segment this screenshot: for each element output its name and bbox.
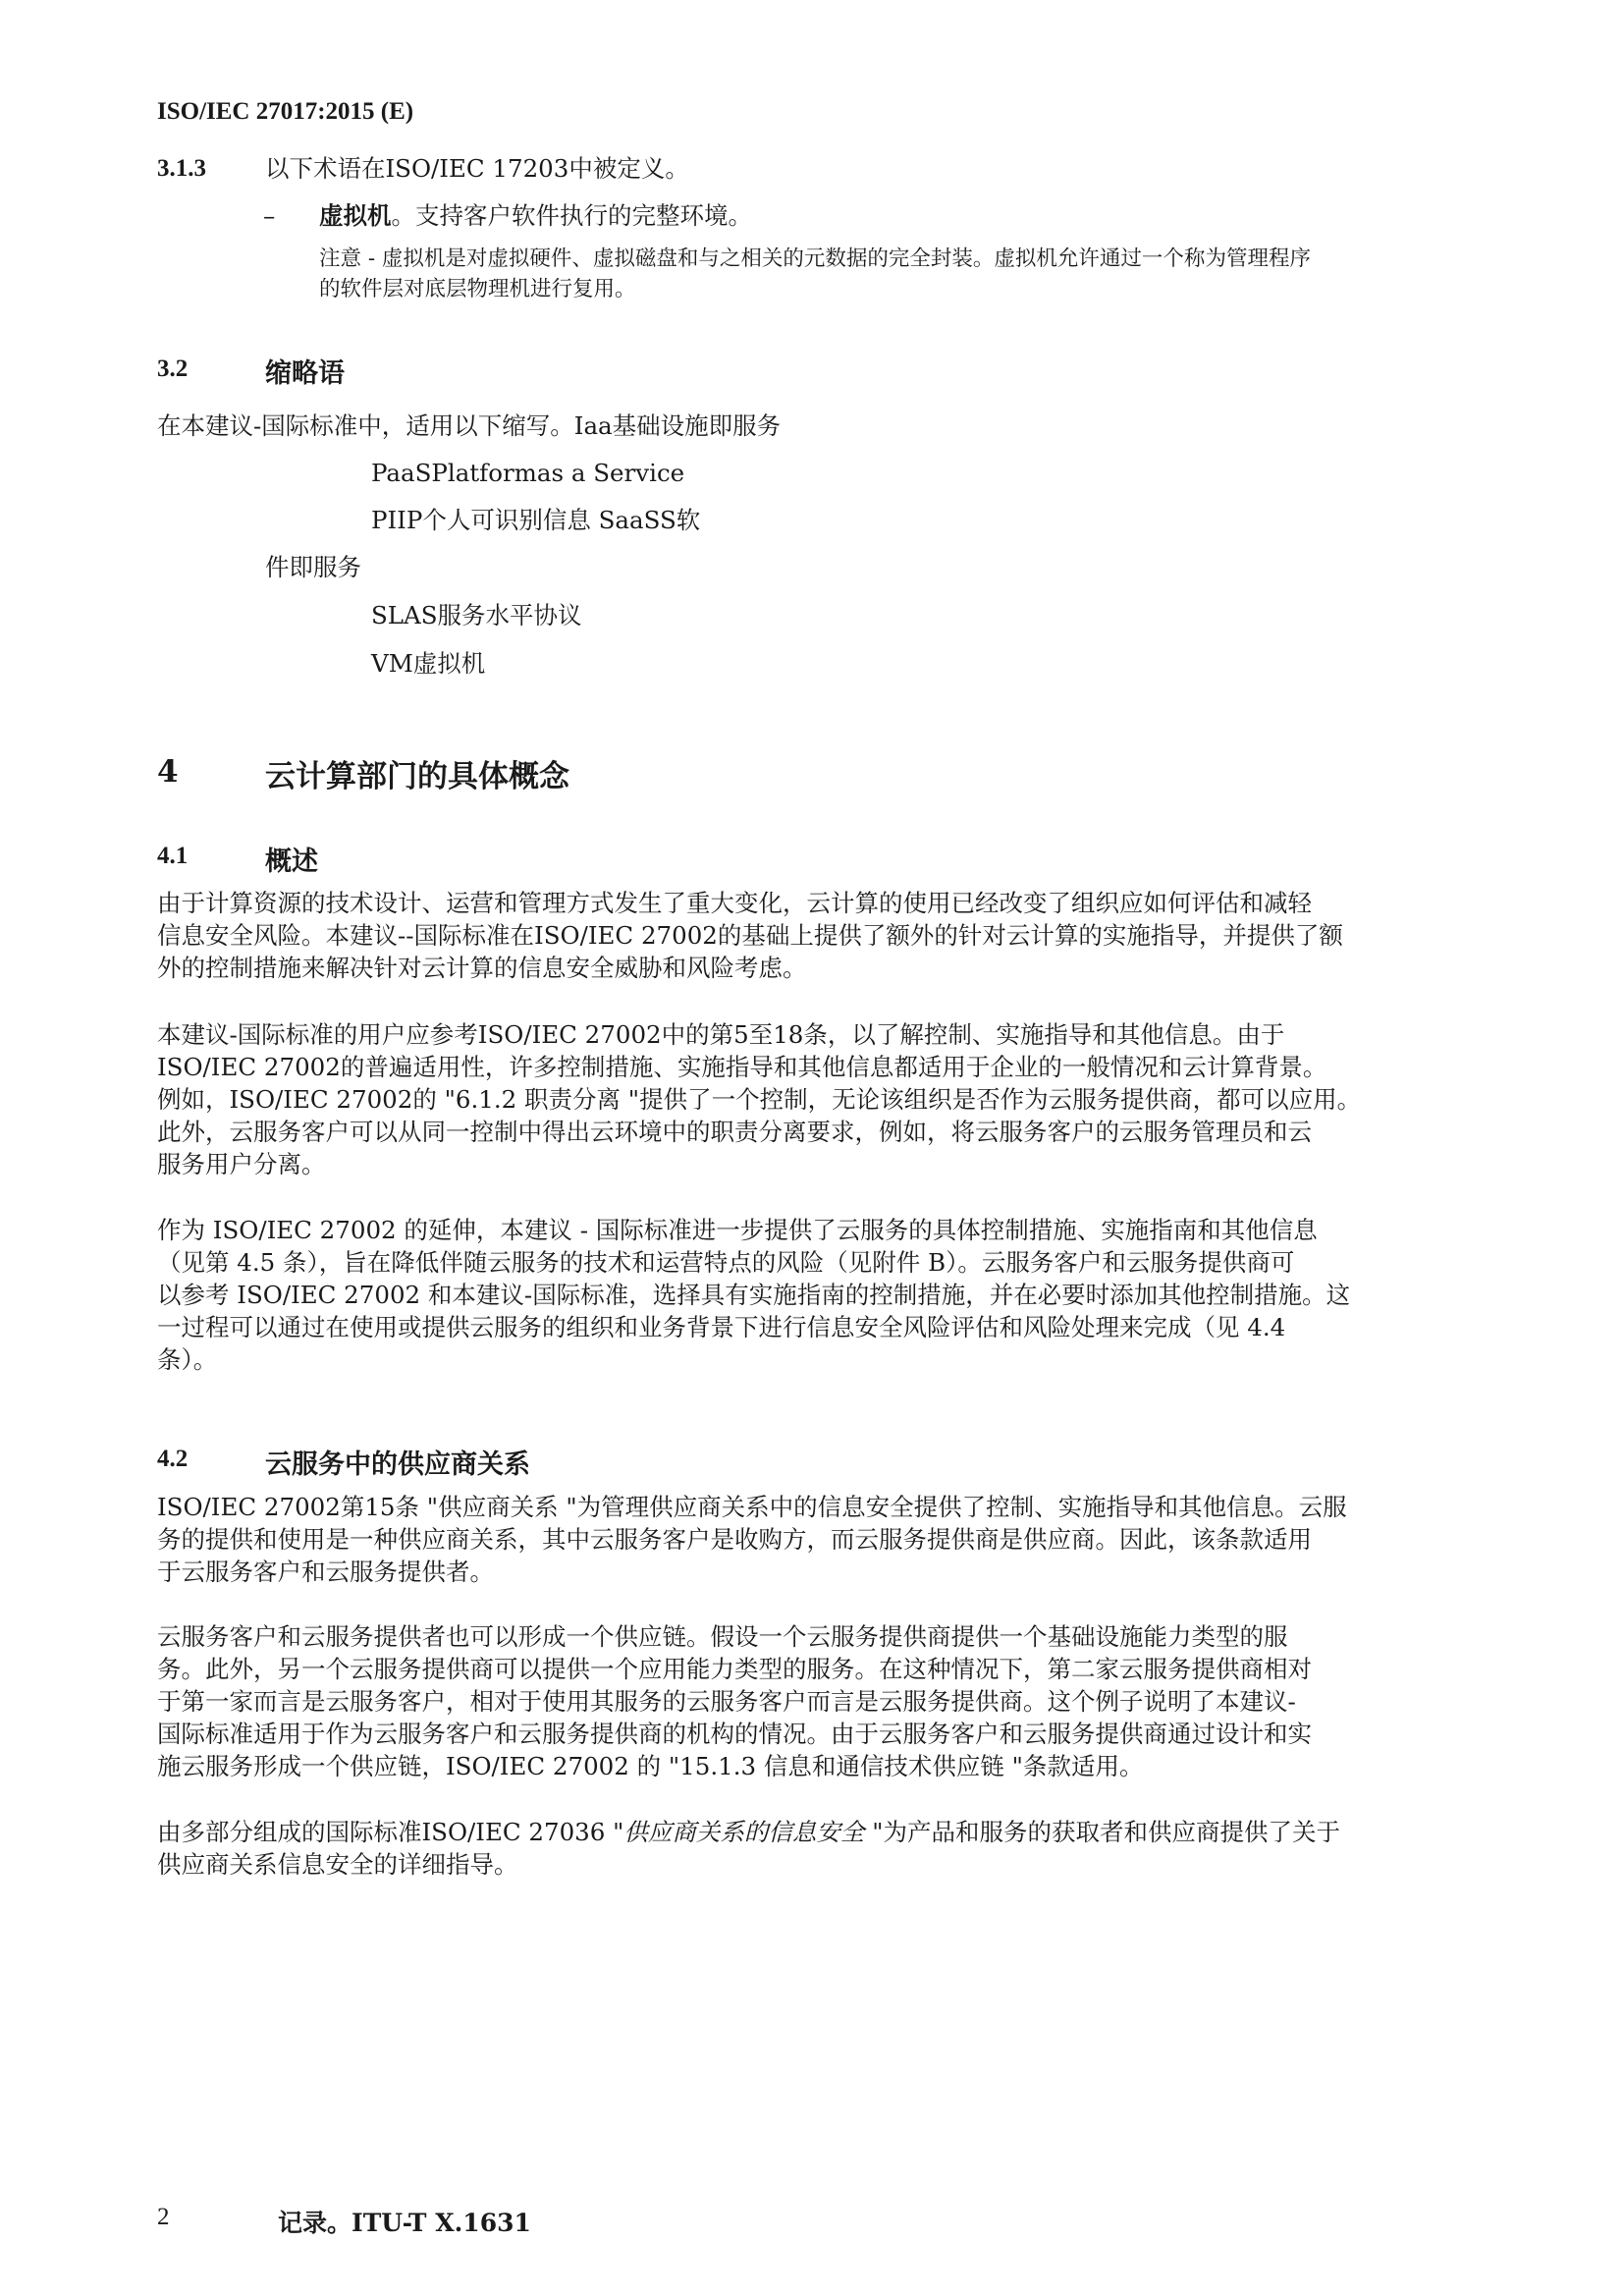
- text-line: 此外，云服务客户可以从同一控制中得出云环境中的职责分离要求，例如，将云服务客户的云服务管理员和云: [157, 1118, 1312, 1146]
- text-line: [157, 1816, 1478, 1848]
- section-4-2-paragraph-3: [157, 1816, 1478, 1881]
- text-line: 于云服务客户和云服务提供者。: [157, 1558, 494, 1586]
- abbreviations-intro: 在本建议-国际标准中，适用以下缩写。Iaa基础设施即服务: [157, 411, 782, 440]
- section-4-1-paragraph-1: [157, 887, 1478, 984]
- text-line: 例如，ISO/IEC 27002的 "6.1.2 职责分离 "提供了一个控制，无论该组织是否作为云服务提供商，都可以应用。: [157, 1085, 1362, 1114]
- text-line: 施云服务形成一个供应链，ISO/IEC 27002 的 "15.1.3 信息和通信技术供应链 "条款适用。: [157, 1752, 1144, 1780]
- footer-text: 记录。ITU-T X.1631: [278, 2209, 531, 2237]
- text-line: 以参考 ISO/IEC 27002 和本建议-国际标准，选择具有实施指南的控制措施，并在必要时添加其他控制措施。这: [157, 1281, 1351, 1309]
- section-4-1-paragraph-3: [157, 1214, 1478, 1376]
- term-definition: [319, 200, 752, 232]
- section-4-1-paragraph-2: [157, 1018, 1478, 1180]
- text-line: 务。此外，另一个云服务提供商可以提供一个应用能力类型的服务。在这种情况下，第二家云服务提供商相对: [157, 1655, 1312, 1683]
- abbreviation-vm: VM虚拟机: [371, 649, 486, 678]
- text-line: 服务用户分离。: [157, 1150, 326, 1178]
- section-4-1-number: 4.1: [157, 843, 189, 869]
- section-3-1-3-text: 以下术语在ISO/IEC 17203中被定义。: [265, 154, 689, 183]
- section-3-2-number: 3.2: [157, 355, 189, 382]
- section-3-2-title: 缩略语: [265, 358, 345, 389]
- text-line: 外的控制措施来解决针对云计算的信息安全威胁和风险考虑。: [157, 954, 807, 982]
- abbreviation-sla: SLAS服务水平协议: [371, 601, 582, 629]
- section-4-2-paragraph-1: [157, 1491, 1478, 1588]
- text-line: 一过程可以通过在使用或提供云服务的组织和业务背景下进行信息安全风险评估和风险处理来完成（见 4.4: [157, 1313, 1286, 1341]
- term-definition-text: 。支持客户软件执行的完整环境。: [391, 201, 752, 230]
- text-line: 作为 ISO/IEC 27002 的延伸，本建议 - 国际标准进一步提供了云服务的具体控制措施、实施指南和其他信息: [157, 1216, 1318, 1244]
- abbreviation-paas: PaaSPlatformas a Service: [371, 459, 685, 487]
- note-line-1: 注意 - 虚拟机是对虚拟硬件、虚拟磁盘和与之相关的元数据的完全封装。虚拟机允许通过一个称为管理程序: [319, 246, 1311, 271]
- text-line: 信息安全风险。本建议--国际标准在ISO/IEC 27002的基础上提供了额外的针对云计算的实施指导，并提供了额: [157, 921, 1343, 950]
- text-span: 由多部分组成的国际标准ISO/IEC 27036 ": [157, 1818, 624, 1846]
- section-4-2-title: 云服务中的供应商关系: [265, 1449, 530, 1480]
- text-line: 于第一家而言是云服务客户，相对于使用其服务的云服务客户而言是云服务提供商。这个例子说明了本建议-: [157, 1687, 1296, 1716]
- text-line: （见第 4.5 条），旨在降低伴随云服务的技术和运营特点的风险（见附件 B）。云服务客户和云服务提供商可: [157, 1248, 1295, 1277]
- page-number: 2: [157, 2204, 170, 2230]
- section-4-2-number: 4.2: [157, 1446, 189, 1472]
- text-line: 由于计算资源的技术设计、运营和管理方式发生了重大变化，云计算的使用已经改变了组织应如何评估和减轻: [157, 889, 1312, 917]
- text-line: 云服务客户和云服务提供者也可以形成一个供应链。假设一个云服务提供商提供一个基础设施能力类型的服: [157, 1622, 1288, 1651]
- text-line: ISO/IEC 27002第15条 "供应商关系 "为管理供应商关系中的信息安全提供了控制、实施指导和其他信息。云服: [157, 1493, 1347, 1521]
- text-line: 国际标准适用于作为云服务客户和云服务提供商的机构的情况。由于云服务客户和云服务提供商通过设计和实: [157, 1720, 1312, 1748]
- abbreviation-pii-saas: PIIP个人可识别信息 SaaSS软: [371, 506, 701, 534]
- abbreviation-saas-cont: 件即服务: [265, 553, 361, 581]
- section-4-number: 4: [157, 754, 179, 790]
- section-4-1-title: 概述: [265, 847, 318, 877]
- text-span: "为产品和服务的获取者和供应商提供了关于: [864, 1818, 1340, 1846]
- section-4-2-paragraph-2: [157, 1620, 1478, 1782]
- list-dash: –: [263, 201, 276, 230]
- section-4-title: 云计算部门的具体概念: [265, 759, 569, 794]
- italic-title: 供应商关系的信息安全: [623, 1818, 865, 1846]
- text-line: 务的提供和使用是一种供应商关系，其中云服务客户是收购方，而云服务提供商是供应商。因此，该条款适用: [157, 1525, 1312, 1554]
- text-line: 供应商关系信息安全的详细指导。: [157, 1850, 518, 1879]
- document-header: ISO/IEC 27017:2015 (E): [157, 98, 414, 125]
- text-line: 条）。: [157, 1345, 218, 1374]
- note-line-2: 的软件层对底层物理机进行复用。: [319, 277, 636, 301]
- term-virtual-machine: 虚拟机: [319, 201, 392, 230]
- section-3-1-3-number: 3.1.3: [157, 155, 206, 182]
- text-line: 本建议-国际标准的用户应参考ISO/IEC 27002中的第5至18条，以了解控制、实施指导和其他信息。由于: [157, 1020, 1285, 1049]
- text-line: ISO/IEC 27002的普遍适用性，许多控制措施、实施指导和其他信息都适用于企业的一般情况和云计算背景。: [157, 1053, 1327, 1081]
